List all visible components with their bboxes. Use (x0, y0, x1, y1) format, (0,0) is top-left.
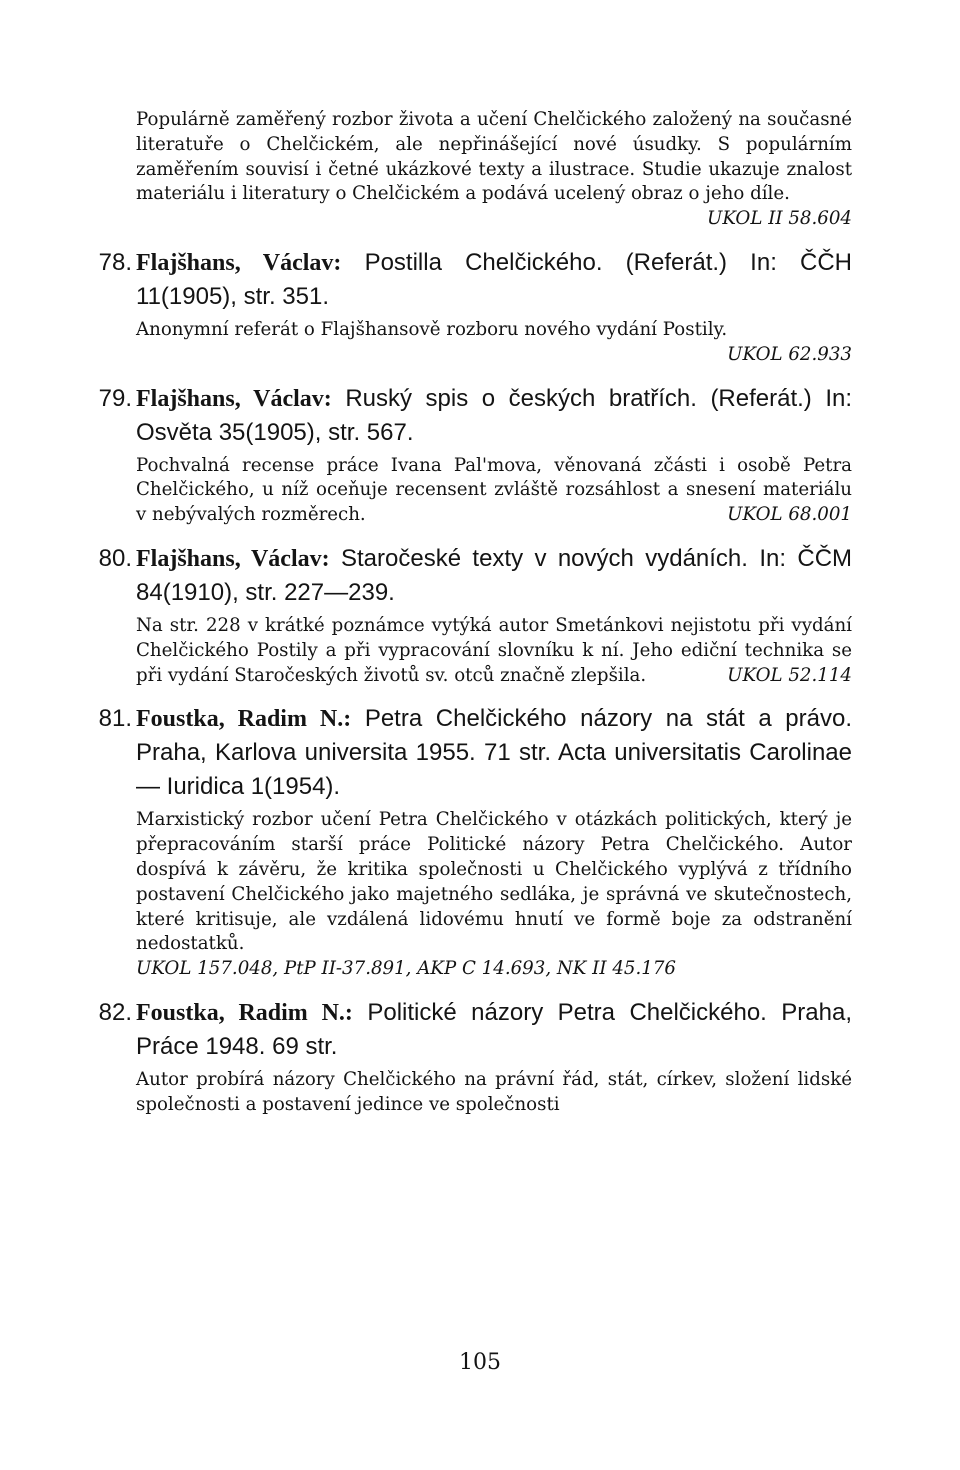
entry-annotation: Autor probírá názory Chelčického na právní řád, stát, církev, složení lidské společnosti a postavení jedince ve společnosti (136, 1068, 852, 1115)
page-body (98, 108, 853, 1118)
intro-paragraph (136, 108, 852, 230)
entry-author: Flajšhans, Václav: (136, 249, 342, 276)
entry-number: 82. (98, 998, 132, 1026)
entry-annotation: Marxistický rozbor učení Petra Chelčického v otázkách politických, který je přepracováním starší práce Politické názory Petra Chelčického. Autor dospívá k závěru, že kritika společnosti u Chelčického vyplývá z třídního postavení Chelčického jako majetného sedláka, je správná ve skutečnostech, které kritisuje, ale vzdálená lidovému hnutí ve formě boje za odstranění nedostatků. (136, 809, 852, 955)
entry-ref: UKOL 157.048, PtP II-37.891, AKP C 14.693, NK II 45.176 (136, 958, 676, 980)
entry-ref: UKOL 68.001 (727, 504, 852, 526)
entry-ref: UKOL 52.114 (727, 664, 852, 686)
entry-annotation-text: Pochvalná recense práce Ivana Pal'mova, věnovaná zčásti i osobě Petra Chelčického, u níž oceňuje recensent zvláště rozsáhlost a snesení materiálu v nebývalých rozměrech. (136, 454, 852, 526)
entry-81 (98, 702, 852, 982)
entry-79 (98, 382, 853, 528)
entry-heading (136, 382, 852, 450)
entry-heading (136, 542, 852, 610)
intro-ref: UKOL II 58.604 (707, 208, 852, 230)
page-number: 105 (459, 1350, 501, 1375)
entry-78 (98, 246, 853, 368)
intro-text: Populárně zaměřený rozbor života a učení Chelčického založený na současné literatuře o Chelčickém, ale nepřinášející nové úsudky. S populárním zaměřením souvisí i četné ukázkové texty a ilustrace. Studie ukazuje znalost materiálu i literatury o Chelčickém a podává ucelený obraz o jeho díle. (136, 109, 852, 205)
entry-number: 79. (98, 384, 132, 412)
entry-author: Foustka, Radim N.: (136, 706, 352, 733)
entry-title: Petra Chelčického názory na stát a právo. Praha, Karlova universita 1955. 71 str. Acta universitatis Carolinae — Iuridica 1(1954). (136, 705, 852, 801)
entry-annotation (136, 614, 852, 688)
entry-82 (98, 996, 852, 1118)
entry-80 (98, 542, 853, 688)
entry-heading (136, 246, 852, 314)
entry-number: 80. (98, 544, 132, 572)
entry-annotation (136, 454, 852, 528)
entry-title: Politické názory Petra Chelčického. Praha, Práce 1948. 69 str. (136, 998, 852, 1060)
entry-author: Flajšhans, Václav: (136, 545, 330, 572)
entry-number: 81. (98, 705, 132, 733)
entry-title: Ruský spis o českých bratřích. (Referát.) In: Osvěta 35(1905), str. 567. (136, 384, 853, 446)
entry-author: Flajšhans, Václav: (136, 385, 332, 412)
entry-number: 78. (98, 248, 132, 276)
entry-annotation: Anonymní referát o Flajšhansově rozboru nového vydání Postily. (136, 318, 728, 340)
entry-heading (136, 996, 852, 1064)
entry-title: Postilla Chelčického. (Referát.) In: ČČH 11(1905), str. 351. (136, 248, 853, 310)
entry-author: Foustka, Radim N.: (136, 999, 353, 1026)
entry-heading (136, 702, 852, 804)
entry-ref: UKOL 62.933 (727, 343, 852, 365)
entry-annotation-text: Na str. 228 v krátké poznámce vytýká autor Smetánkovi nejistotu při vydání Chelčického Postily a při vypracování slovníku k ní. Jeho ediční technika se při vydání Staročeských životů sv. otců značně zlepšila. (136, 614, 852, 686)
entry-title: Staročeské texty v nových vydáních. In: ČČM 84(1910), str. 227—239. (136, 544, 853, 606)
